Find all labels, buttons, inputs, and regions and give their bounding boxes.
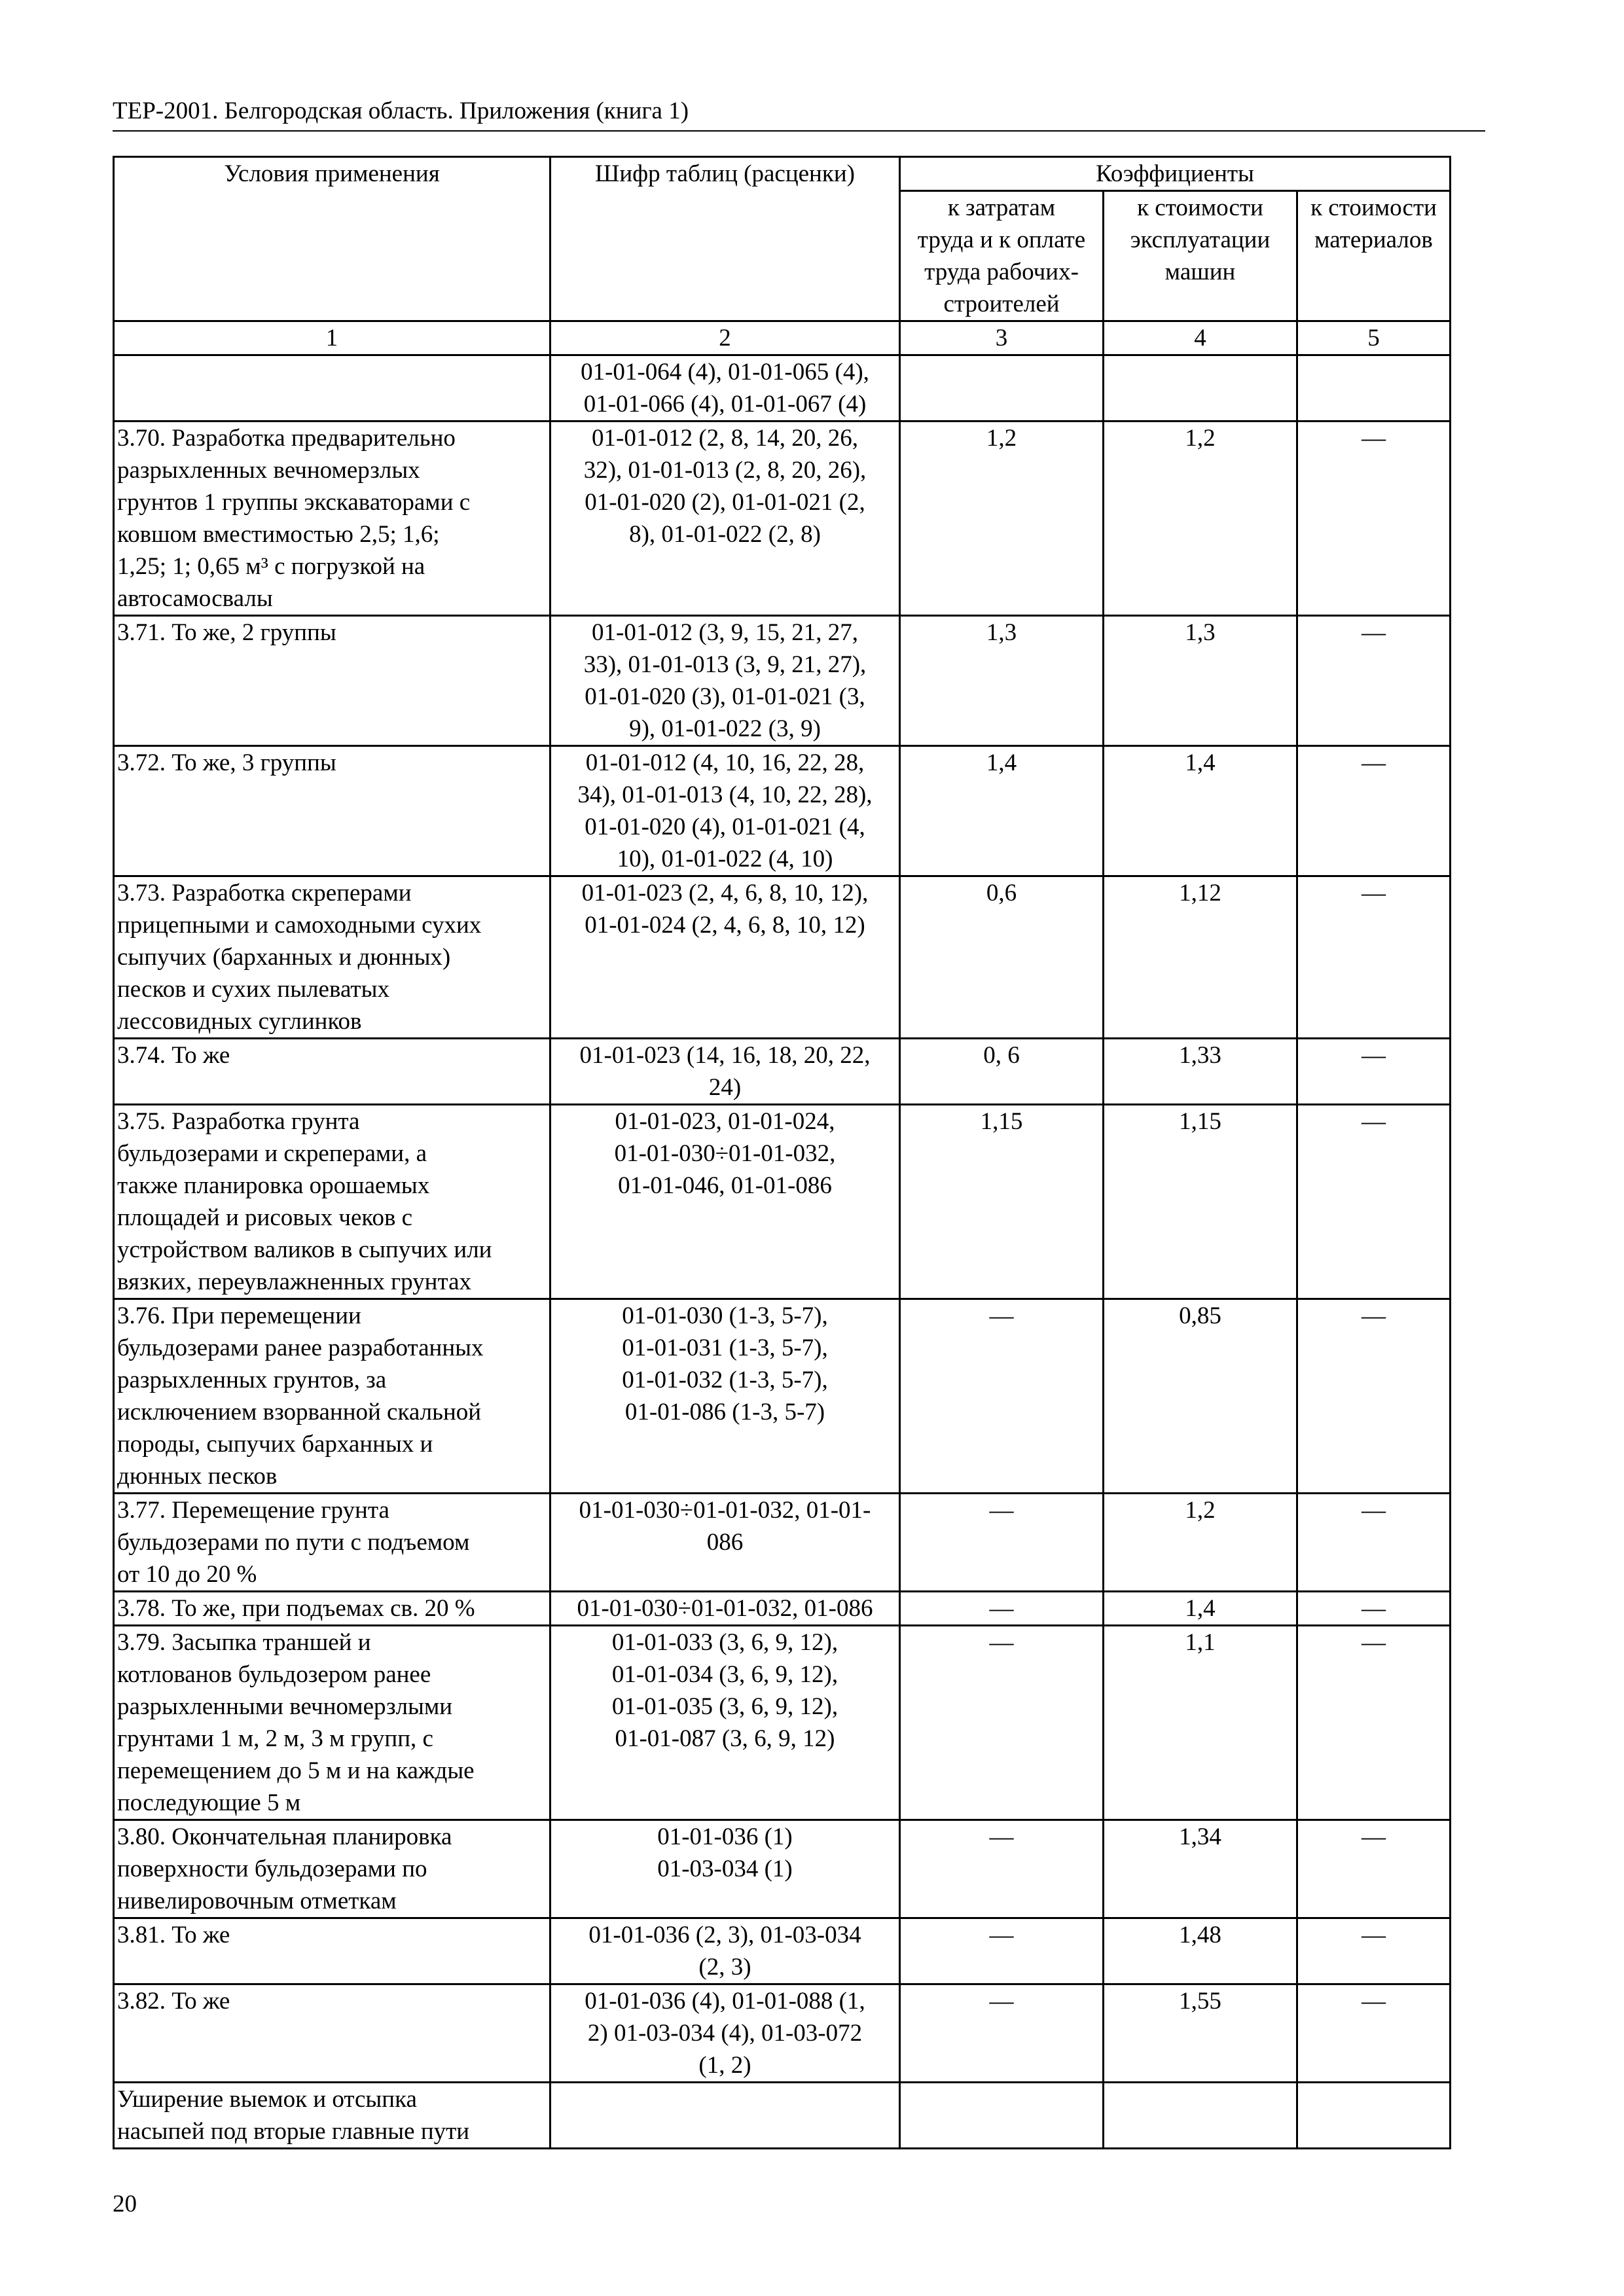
labor-coefficient-cell: 1,2 [900,422,1104,616]
column-number-row [114,321,1451,355]
header-materials: к стоимости материалов [1297,191,1451,321]
material-coefficient-cell: — [1297,746,1451,876]
material-coefficient-cell: — [1297,422,1451,616]
material-coefficient-cell: — [1297,1105,1451,1299]
material-coefficient-cell: — [1297,1299,1451,1494]
labor-coefficient-cell: — [900,1494,1104,1592]
machine-coefficient-cell: 1,33 [1104,1039,1297,1105]
coefficients-table [113,156,1451,2149]
machine-coefficient-cell [1104,355,1297,422]
column-number: 1 [114,321,550,355]
table-row [114,876,1451,1039]
code-cell: 01-01-064 (4), 01-01-065 (4), 01-01-066 (4), 01-01-067 (4) [550,355,900,422]
code-cell [550,2083,900,2149]
table-row [114,422,1451,616]
material-coefficient-cell: — [1297,1984,1451,2083]
table-row [114,1105,1451,1299]
code-cell: 01-01-012 (3, 9, 15, 21, 27, 33), 01-01-013 (3, 9, 21, 27), 01-01-020 (3), 01-01-021 (3, 9), 01-01-022 (3, 9) [550,616,900,746]
code-cell: 01-01-036 (4), 01-01-088 (1, 2) 01-03-034 (4), 01-03-072 (1, 2) [550,1984,900,2083]
header-row-top [114,157,1451,191]
labor-coefficient-cell: — [900,1299,1104,1494]
code-cell: 01-01-012 (4, 10, 16, 22, 28, 34), 01-01-013 (4, 10, 22, 28), 01-01-020 (4), 01-01-021 (4, 10), 01-01-022 (4, 10) [550,746,900,876]
machine-coefficient-cell: 0,85 [1104,1299,1297,1494]
code-cell: 01-01-036 (2, 3), 01-03-034 (2, 3) [550,1918,900,1984]
labor-coefficient-cell: — [900,1984,1104,2083]
code-cell: 01-01-023, 01-01-024, 01-01-030÷01-01-032, 01-01-046, 01-01-086 [550,1105,900,1299]
machine-coefficient-cell: 1,55 [1104,1984,1297,2083]
condition-cell: 3.79. Засыпка траншей и котлованов бульдозером ранее разрыхленными вечномерзлыми грунтами 1 м, 2 м, 3 м групп, с перемещением до 5 м и на каждые последующие 5 м [114,1626,550,1820]
machine-coefficient-cell: 1,3 [1104,616,1297,746]
material-coefficient-cell: — [1297,1494,1451,1592]
table-row [114,2083,1451,2149]
machine-coefficient-cell: 1,1 [1104,1626,1297,1820]
labor-coefficient-cell: — [900,1592,1104,1626]
table-row [114,1626,1451,1820]
machine-coefficient-cell: 1,48 [1104,1918,1297,1984]
header-labor: к затратам труда и к оплате труда рабочих- строителей [900,191,1104,321]
table-row [114,1918,1451,1984]
machine-coefficient-cell: 1,12 [1104,876,1297,1039]
material-coefficient-cell [1297,355,1451,422]
code-cell: 01-01-012 (2, 8, 14, 20, 26, 32), 01-01-013 (2, 8, 20, 26), 01-01-020 (2), 01-01-021 (2, 8), 01-01-022 (2, 8) [550,422,900,616]
header-machines: к стоимости эксплуатации машин [1104,191,1297,321]
header-conditions: Условия применения [114,157,550,321]
table-row [114,616,1451,746]
labor-coefficient-cell [900,355,1104,422]
header-coefficients: Коэффициенты [900,157,1451,191]
condition-cell: 3.73. Разработка скреперами прицепными и самоходными сухих сыпучих (барханных и дюнных) песков и сухих пылеватых лессовидных суглинков [114,876,550,1039]
labor-coefficient-cell: — [900,1820,1104,1918]
condition-cell: 3.70. Разработка предварительно разрыхленных вечномерзлых грунтов 1 группы экскаваторами с ковшом вместимостью 2,5; 1,6; 1,25; 1; 0,65 м³ с погрузкой на автосамосвалы [114,422,550,616]
material-coefficient-cell: — [1297,616,1451,746]
header-rule [113,130,1485,132]
labor-coefficient-cell [900,2083,1104,2149]
material-coefficient-cell: — [1297,1039,1451,1105]
code-cell: 01-01-036 (1) 01-03-034 (1) [550,1820,900,1918]
column-number: 3 [900,321,1104,355]
column-number: 5 [1297,321,1451,355]
machine-coefficient-cell: 1,2 [1104,1494,1297,1592]
labor-coefficient-cell: — [900,1918,1104,1984]
table-row [114,746,1451,876]
material-coefficient-cell: — [1297,1918,1451,1984]
machine-coefficient-cell: 1,34 [1104,1820,1297,1918]
code-cell: 01-01-030 (1-3, 5-7), 01-01-031 (1-3, 5-7), 01-01-032 (1-3, 5-7), 01-01-086 (1-3, 5-7) [550,1299,900,1494]
coefficients-table-wrap [113,156,1451,2149]
labor-coefficient-cell: 0,6 [900,876,1104,1039]
machine-coefficient-cell: 1,4 [1104,746,1297,876]
machine-coefficient-cell: 1,2 [1104,422,1297,616]
page-number: 20 [113,2191,137,2217]
condition-cell: 3.76. При перемещении бульдозерами ранее разработанных разрыхленных грунтов, за исключением взорванной скальной породы, сыпучих барханных и дюнных песков [114,1299,550,1494]
column-number: 4 [1104,321,1297,355]
table-row [114,1494,1451,1592]
table-row [114,1299,1451,1494]
header-code: Шифр таблиц (расценки) [550,157,900,321]
labor-coefficient-cell: 1,4 [900,746,1104,876]
labor-coefficient-cell: — [900,1626,1104,1820]
condition-cell: 3.81. То же [114,1918,550,1984]
condition-cell: 3.80. Окончательная планировка поверхности бульдозерами по нивелировочным отметкам [114,1820,550,1918]
condition-cell: 3.77. Перемещение грунта бульдозерами по пути с подъемом от 10 до 20 % [114,1494,550,1592]
page-header: ТЕР-2001. Белгородская область. Приложения (книга 1) [113,98,689,124]
code-cell: 01-01-023 (14, 16, 18, 20, 22, 24) [550,1039,900,1105]
table-row [114,1984,1451,2083]
machine-coefficient-cell: 1,4 [1104,1592,1297,1626]
table-row [114,355,1451,422]
machine-coefficient-cell: 1,15 [1104,1105,1297,1299]
condition-cell: 3.75. Разработка грунта бульдозерами и скреперами, а также планировка орошаемых площадей и рисовых чеков с устройством валиков в сыпучих или вязких, переувлажненных грунтах [114,1105,550,1299]
code-cell: 01-01-030÷01-01-032, 01-086 [550,1592,900,1626]
condition-cell [114,355,550,422]
machine-coefficient-cell [1104,2083,1297,2149]
table-row [114,1820,1451,1918]
labor-coefficient-cell: 0, 6 [900,1039,1104,1105]
table-row [114,1592,1451,1626]
labor-coefficient-cell: 1,3 [900,616,1104,746]
labor-coefficient-cell: 1,15 [900,1105,1104,1299]
code-cell: 01-01-030÷01-01-032, 01-01- 086 [550,1494,900,1592]
material-coefficient-cell [1297,2083,1451,2149]
condition-cell: 3.82. То же [114,1984,550,2083]
material-coefficient-cell: — [1297,1626,1451,1820]
table-row [114,1039,1451,1105]
condition-cell: 3.78. То же, при подъемах св. 20 % [114,1592,550,1626]
material-coefficient-cell: — [1297,1592,1451,1626]
code-cell: 01-01-033 (3, 6, 9, 12), 01-01-034 (3, 6, 9, 12), 01-01-035 (3, 6, 9, 12), 01-01-087 (3, 6, 9, 12) [550,1626,900,1820]
material-coefficient-cell: — [1297,876,1451,1039]
condition-cell: 3.74. То же [114,1039,550,1105]
condition-cell: 3.71. То же, 2 группы [114,616,550,746]
column-number: 2 [550,321,900,355]
material-coefficient-cell: — [1297,1820,1451,1918]
code-cell: 01-01-023 (2, 4, 6, 8, 10, 12), 01-01-024 (2, 4, 6, 8, 10, 12) [550,876,900,1039]
condition-cell: Уширение выемок и отсыпка насыпей под вторые главные пути [114,2083,550,2149]
condition-cell: 3.72. То же, 3 группы [114,746,550,876]
